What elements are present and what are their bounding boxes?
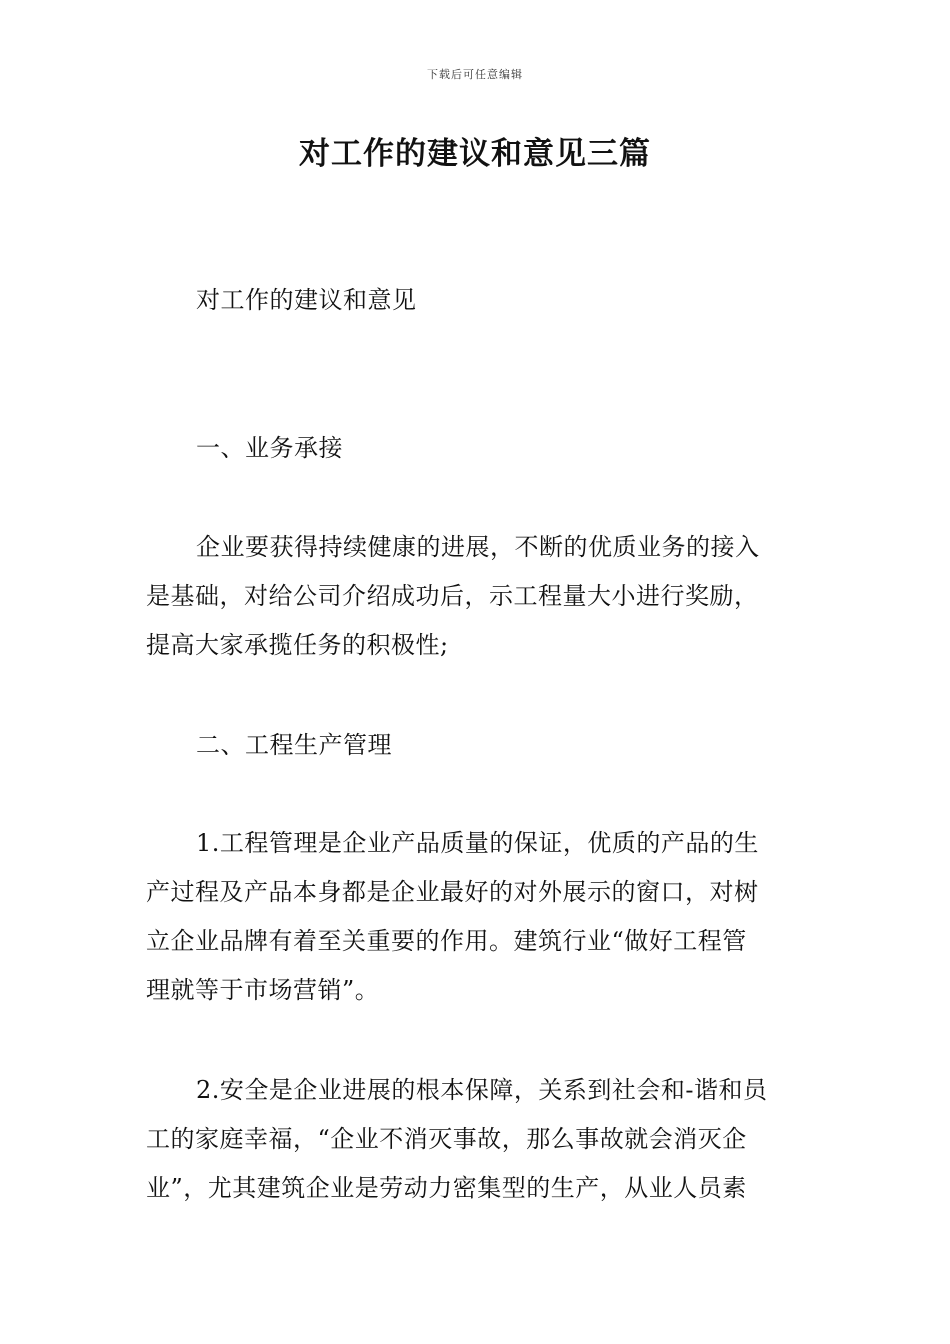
paragraph-line: 提高大家承揽任务的积极性;	[146, 631, 449, 659]
paragraph-line: 1.工程管理是企业产品质量的保证，优质的产品的生	[196, 829, 759, 857]
paragraph-line: 企业要获得持续健康的进展，不断的优质业务的接入	[196, 533, 760, 561]
document-title: 对工作的建议和意见三篇	[299, 136, 651, 172]
document-subtitle: 对工作的建议和意见	[196, 286, 417, 314]
paragraph-line: 工的家庭幸福，“企业不消灭事故，那么事故就会消灭企	[146, 1125, 747, 1153]
section-heading-business: 一、业务承接	[196, 434, 343, 462]
paragraph-line: 是基础，对给公司介绍成功后，示工程量大小进行奖励，	[146, 582, 759, 610]
header-note: 下载后可任意编辑	[427, 68, 523, 81]
paragraph-line: 产过程及产品本身都是企业最好的对外展示的窗口，对树	[146, 878, 759, 906]
paragraph-line: 理就等于市场营销”。	[146, 976, 380, 1004]
paragraph-line: 2.安全是企业进展的根本保障，关系到社会和-谐和员	[196, 1076, 768, 1104]
paragraph-line: 业”，尤其建筑企业是劳动力密集型的生产，从业人员素	[146, 1174, 747, 1202]
section-heading-production: 二、工程生产管理	[196, 731, 392, 759]
paragraph-line: 立企业品牌有着至关重要的作用。建筑行业“做好工程管	[146, 927, 747, 955]
